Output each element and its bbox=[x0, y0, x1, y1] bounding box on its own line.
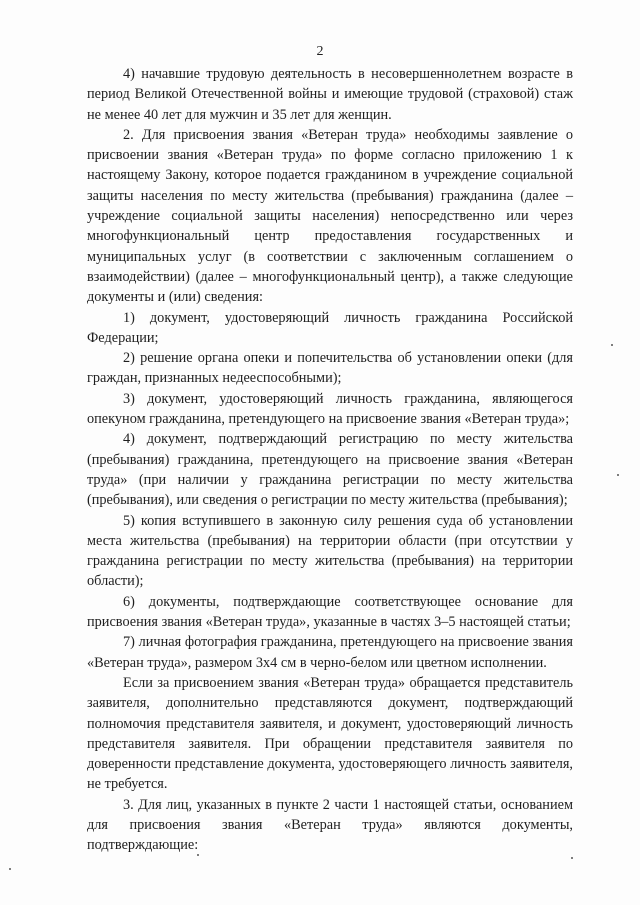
list-item-2: 2) решение органа опеки и попечительства об установлении опеки (для граждан, признанных недееспособными); bbox=[87, 350, 573, 387]
list-item-7: 7) личная фотография гражданина, претендующего на присвоение звания «Ветеран труда», размером 3х4 см в черно-белом или цветном исполнении. bbox=[87, 634, 573, 671]
document-body bbox=[87, 64, 573, 856]
list-item-4: 4) документ, подтверждающий регистрацию по месту жительства (пребывания) гражданина, претендующего на присвоение звания «Ветеран труда» (при наличии у гражданина регистрации по месту жительства (пребывания), или сведения о регистрации по месту жительства (пребывания); bbox=[87, 431, 573, 509]
paragraph-representative: Если за присвоением звания «Ветеран труда» обращается представитель заявителя, дополнительно представляются документ, подтверждающий полномочия представителя заявителя, и документ, удостоверяющий личность представителя заявителя. При обращении представителя заявителя по доверенности представление документа, удостоверяющего личность заявителя, не требуется. bbox=[87, 674, 573, 793]
list-item-1: 1) документ, удостоверяющий личность гражданина Российской Федерации; bbox=[87, 309, 573, 346]
page-number: 2 bbox=[316, 44, 324, 59]
list-item-5: 5) копия вступившего в законную силу решения суда об установлении места жительства (пребывания) на территории области (при отсутствии у гражданина регистрации по месту жительства (пребывания) на территории области); bbox=[87, 512, 573, 590]
paragraph-part-2: 2. Для присвоения звания «Ветеран труда» необходимы заявление о присвоении звания «Ветеран труда» по форме согласно приложению 1 к настоящему Закону, которое подается гражданином в учреждение социальной защиты населения по месту жительства (пребывания) гражданина (далее – учреждение социальной защиты населения) непосредственно или через многофункциональный центр предоставления государственных и муниципальных услуг (в соответствии с заключенным соглашением о взаимодействии) (далее – многофункциональный центр), а также следующие документы и (или) сведения: bbox=[87, 126, 573, 306]
list-item-3: 3) документ, удостоверяющий личность гражданина, являющегося опекуном гражданина, претендующего на присвоение звания «Ветеран труда»; bbox=[87, 390, 573, 428]
scan-speck bbox=[197, 854, 199, 856]
scan-speck bbox=[571, 857, 573, 859]
paragraph-part-3: 3. Для лиц, указанных в пункте 2 части 1 настоящей статьи, основанием для присвоения звания «Ветеран труда» являются документы, подтверждающие: bbox=[87, 796, 573, 854]
scan-speck bbox=[611, 344, 613, 346]
list-item-6: 6) документы, подтверждающие соответствующее основание для присвоения звания «Ветеран труда», указанные в частях 3–5 настоящей статьи; bbox=[87, 593, 573, 631]
scan-speck bbox=[617, 474, 619, 476]
paragraph-item-4: 4) начавшие трудовую деятельность в несовершеннолетнем возрасте в период Великой Отечественной войны и имеющие трудовой (страховой) стаж не менее 40 лет для мужчин и 35 лет для женщин. bbox=[87, 66, 573, 123]
scan-speck bbox=[9, 868, 11, 870]
